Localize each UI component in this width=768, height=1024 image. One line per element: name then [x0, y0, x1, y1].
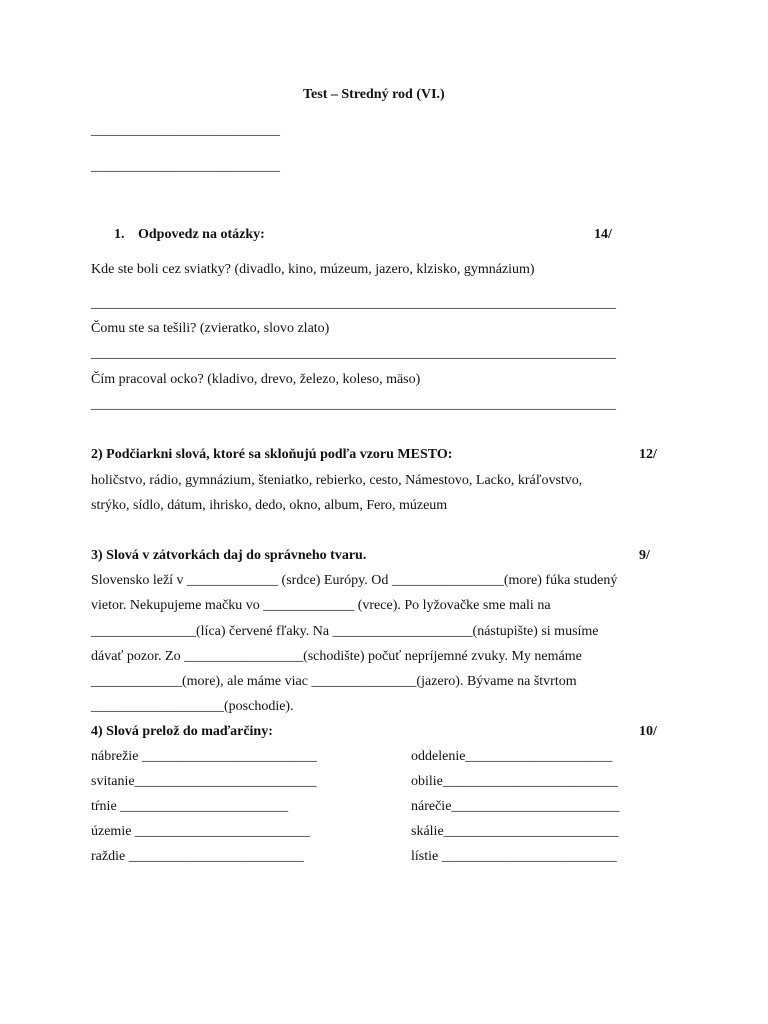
translate-item-right: lístie _________________________ [411, 849, 617, 864]
task-3-heading: 3) Slová v zátvorkách daj do správneho tvaru. [91, 548, 367, 563]
task-2-heading: 2) Podčiarkni slová, ktoré sa skloňujú podľa vzoru MESTO: [91, 447, 453, 462]
translate-item-right: oddelenie_____________________ [411, 749, 613, 764]
task-3-points: 9/ [639, 548, 650, 563]
class-blank-line: ___________________________ [91, 159, 280, 174]
task-3-text-line: ___________________(poschodie). [91, 699, 294, 714]
answer-line: ___________________________________________________________________________ [91, 346, 616, 361]
translate-item-left: nábrežie _________________________ [91, 749, 317, 764]
name-blank-line: ___________________________ [91, 123, 280, 138]
task-2-word-list-line: strýko, sídlo, dátum, ihrisko, dedo, okno, album, Fero, múzeum [91, 498, 448, 513]
translate-item-left: tŕnie ________________________ [91, 799, 289, 814]
task-3-text-line: _____________(more), ale máme viac _______________(jazero). Bývame na štvrtom [91, 674, 577, 689]
task-1-number: 1. [114, 227, 125, 242]
translate-item-right: nárečie________________________ [411, 799, 620, 814]
task-3-text-line: _______________(líca) červené fľaky. Na ____________________(nástupište) si musíme [91, 624, 599, 639]
translate-item-right: obilie_________________________ [411, 774, 618, 789]
task-1-question-2: Čomu ste sa tešili? (zvieratko, slovo zlato) [91, 321, 330, 336]
document-title: Test – Stredný rod (VI.) [303, 87, 445, 102]
translate-item-right: skálie_________________________ [411, 824, 619, 839]
task-1-question-3: Čím pracoval ocko? (kladivo, drevo, železo, koleso, mäso) [91, 372, 421, 387]
task-1-question-1: Kde ste boli cez sviatky? (divadlo, kino, múzeum, jazero, klzisko, gymnázium) [91, 262, 535, 277]
task-2-word-list-line: holičstvo, rádio, gymnázium, šteniatko, rebierko, cesto, Námestovo, Lacko, kráľovstvo, [91, 473, 583, 488]
answer-line: ___________________________________________________________________________ [91, 397, 616, 412]
translate-item-left: raždie _________________________ [91, 849, 304, 864]
task-4-heading: 4) Slová prelož do maďarčiny: [91, 724, 273, 739]
task-3-text-line: Slovensko leží v _____________ (srdce) Európy. Od ________________(more) fúka studený [91, 573, 618, 588]
translate-item-left: svitanie__________________________ [91, 774, 317, 789]
task-3-text-line: dávať pozor. Zo _________________(schodište) počuť nepríjemné zvuky. My nemáme [91, 649, 582, 664]
task-4-points: 10/ [639, 724, 657, 739]
answer-line: ___________________________________________________________________________ [91, 296, 616, 311]
task-1-points: 14/ [594, 227, 612, 242]
task-1-heading: Odpovedz na otázky: [138, 227, 265, 242]
task-3-text-line: vietor. Nekupujeme mačku vo _____________ (vrece). Po lyžovačke sme mali na [91, 598, 551, 613]
translate-item-left: územie _________________________ [91, 824, 310, 839]
task-2-points: 12/ [639, 447, 657, 462]
